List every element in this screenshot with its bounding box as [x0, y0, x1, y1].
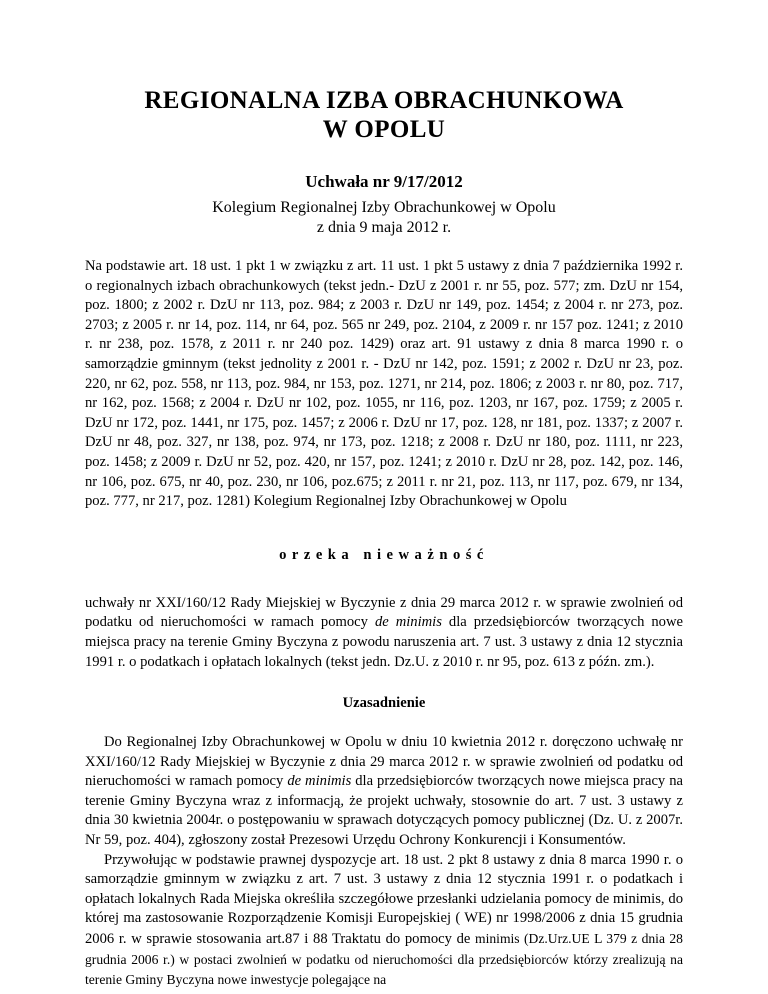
justification-paragraph-2 [85, 851, 683, 991]
voided-text-part2: dla przedsiębiorców tworzących nowe miejsca pracy na terenie Gminy Byczyna z powodu naruszenia art. 7 ust. 3 ustawy z dnia 12 stycznia 1991 r. o podatkach i opłatach lokalnych (tekst jedn. Dz.U. z 2010 r. nr 95, poz. 613 z późn. zm.). [85, 614, 683, 670]
justification-p2-part2: minimis (Dz.Urz.UE L 379 z dnia 28 grudnia 2006 r.) w postaci zwolnień w podatku od nieruchomości dla przedsiębiorców którzy zrealizują na terenie Gminy Byczyna nowe inwestycje polegające na [85, 931, 683, 988]
justification-p1-part1: Do Regionalnej Izby Obrachunkowej w Opolu w dniu 10 kwietnia 2012 r. doręczono uchwałę nr XXI/160/12 Rady Miejskiej w Byczynie z dnia 29 marca 2012 r. w sprawie zwolnień od podatku od nieruchomości w ramach pomocy [85, 734, 683, 790]
voided-text-italic: de minimis [374, 614, 442, 631]
justification-p2-part1: Przywołując w podstawie prawnej dyspozycje art. 18 ust. 2 pkt 8 ustawy z dnia 8 marca 1990 r. o samorządzie gminnym w związku z art. 7 ust. 3 ustawy z dnia 12 stycznia 1991 r. o podatkach i opłatach lokalnych Rada Miejska określiła szczegółowe przesłanki udzielania pomocy de minimis, do której ma zastosowanie Rozporządzenie Komisji Europejskiej ( WE) nr 1998/2006 z dnia 15 grudnia 2006 r. w sprawie stosowania art.87 i 88 Traktatu do pomocy de [85, 851, 683, 948]
voided-resolution-paragraph [85, 594, 683, 672]
justification-p1-part2: dla przedsiębiorców tworzących nowe miejsca pracy na terenie Gminy Byczyna wraz z informacją, że projekt uchwały, stosownie do art. 7 ust. 3 ustawy z dnia 30 kwietnia 2004r. o postępowaniu w sprawach dotyczących pomocy publicznej (Dz. U. z 2007r. Nr 59, poz. 404), zgłoszony został Prezesowi Urzędu Ochrony Konkurencji i Konsumentów. [85, 773, 683, 849]
justification-paragraph-1 [85, 733, 683, 851]
resolution-number: Uchwała nr 9/17/2012 [305, 172, 463, 191]
decision-statement: orzeka nieważność [279, 546, 489, 563]
institution-title: REGIONALNA IZBA OBRACHUNKOWA [144, 87, 624, 114]
resolution-date: z dnia 9 maja 2012 r. [316, 219, 452, 236]
institution-city: W OPOLU [322, 116, 446, 143]
legal-basis-paragraph: Na podstawie art. 18 ust. 1 pkt 1 w związku z art. 11 ust. 1 pkt 5 ustawy z dnia 7 października 1992 r. o regionalnych izbach obrachunkowych (tekst jedn.- DzU z 2001 r. nr 55, poz. 577; zm. DzU nr 154, poz. 1800; z 2002 r. DzU nr 113, poz. 984; z 2003 r. DzU nr 149, poz. 1454; z 2004 r. nr 273, poz. 2703; z 2005 r. nr 14, poz. 114, nr 64, poz. 565 nr 249, poz. 2104, z 2009 r. nr 157 poz. 1241; z 2010 r. nr 238, poz. 1578, z 2011 r. nr 240 poz. 1429) oraz art. 91 ustawy z dnia 8 marca 1990 r. o samorządzie gminnym (tekst jednolity z 2001 r. - DzU nr 142, poz. 1591; z 2002 r. DzU nr 23, poz. 220, nr 62, poz. 558, nr 113, poz. 984, nr 153, poz. 1271, nr 214, poz. 1806; z 2003 r. nr 80, poz. 717, nr 162, poz. 1568; z 2004 r. DzU nr 102, poz. 1055, nr 116, poz. 1203, nr 167, poz. 1759; z 2005 r. DzU nr 172, poz. 1441, nr 175, poz. 1457; z 2006 r. DzU nr 17, poz. 128, nr 181, poz. 1337; z 2007 r. DzU nr 48, poz. 327, nr 138, poz. 974, nr 173, poz. 1218; z 2008 r. DzU nr 180, poz. 1111, nr 223, poz. 1458; z 2009 r. DzU nr 52, poz. 420, nr 157, poz. 1241; z 2010 r. DzU nr 28, poz. 142, poz. 146, nr 106, poz. 675, nr 40, poz. 230, nr 106, poz.675; z 2011 r. nr 21, poz. 113, nr 117, poz. 679, nr 134, poz. 777, nr 217, poz. 1281) Kolegium Regionalnej Izby Obrachunkowej w Opolu [85, 258, 683, 510]
voided-text-part1: uchwały nr XXI/160/12 Rady Miejskiej w Byczynie z dnia 29 marca 2012 r. w sprawie zwolnień od podatku od nieruchomości w ramach pomocy [85, 594, 683, 631]
justification-heading: Uzasadnienie [342, 695, 426, 712]
resolution-body: Kolegium Regionalnej Izby Obrachunkowej w Opolu [212, 199, 556, 216]
justification-p1-italic: de minimis [287, 773, 352, 790]
